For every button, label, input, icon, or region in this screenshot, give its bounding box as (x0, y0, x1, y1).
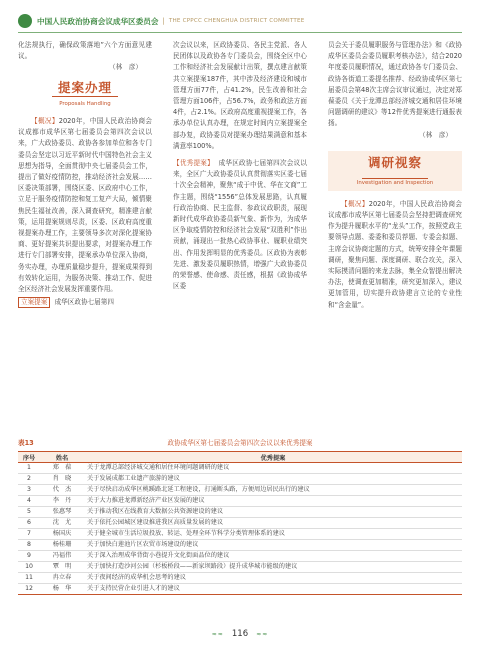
table-body (18, 463, 462, 595)
page-number: 116 (231, 629, 249, 639)
cppcc-logo-icon (18, 14, 32, 28)
col1-signature: （林 彦） (109, 63, 142, 72)
cell-no: 11 (18, 573, 40, 584)
section-subtitle-proposals: Proposals Handling (59, 100, 111, 107)
cell-proposal: 关于深入治理成华背街小巷提升文化街面品位的建议 (84, 551, 462, 562)
cell-proposal: 关于龙潭总部经济城交通和居住环境问题调研的建议 (84, 463, 462, 474)
cell-name: 李 丹 (40, 496, 84, 507)
page-deco-left: ≈≈ (211, 631, 224, 638)
page-deco-right: ≈≈ (256, 631, 269, 638)
cell-proposal: 关于发展成都工业遗产旅游的建议 (84, 474, 462, 485)
cell-name: 代 杰 (40, 485, 84, 496)
cell-name: 冉立春 (40, 573, 84, 584)
cell-name: 张惠琴 (40, 507, 84, 518)
tag-overview-2: 【概况】 (341, 199, 369, 208)
excellent-proposals-table (18, 451, 462, 595)
section-heading-investigation (328, 151, 462, 191)
header-cell-proposal: 优秀提案 (84, 452, 462, 463)
cell-no: 12 (18, 584, 40, 595)
cell-name: 杨桂珊 (40, 540, 84, 551)
tag-overview: 【概况】 (31, 117, 59, 126)
header-separator: | (162, 17, 165, 25)
col3-paragraph-1: 员会关于委员履职服务与管理办法》和《政协成华区委员会委员履职考核办法》，结合2020年度委员履职情况，通过政协各专门委员会、政协各街道工委提名推荐、经政协成华区第七届委员会第48次主席会议审议通过，决定对郑葆委员《关于龙潭总部经济城交通和居住环境问题调研的建议》等12件优秀提案进行通报表扬。 (328, 41, 462, 128)
cell-proposal: 关于大力推进龙潭新经济产业区发展的建议 (84, 496, 462, 507)
section-heading-proposals (18, 79, 152, 110)
table-header-row (18, 452, 462, 463)
col1-paragraph-filed: 立案提案 成华区政协七届第四 (18, 297, 152, 308)
table-row (18, 463, 462, 474)
table-row (18, 540, 462, 551)
table-row (18, 485, 462, 496)
col3-signature: （林 彦） (419, 130, 452, 139)
cell-name: 沈 尤 (40, 518, 84, 529)
col1-paragraph-overview: 【概况】2020年，中国人民政治协商会议成都市成华区第七届委员会第四次会议以来，广大政协委员、政协各参加单位和各专门委员会坚定以习近平新时代中国特色社会主义思想为指导，全面贯彻中央七届委员会工作，提出了做好疫情防控，推动经济社会发展……区委决策部署，围绕区委、区政府中心工作，立足于服务疫情防控和复工复产大局，倾情聚焦民生福祉改善，深入调查研究，精准建言献策，运用提案规则尽责，区委、区政府高度重视提案办理工作，主要领导多次对深化提案协商、更好提案共识提出要求，对提案办理工作进行专门部署安排，提案承办单位深入协商，务实办理，办理质量稳步提升，提案成果得到有效转化运用，为服务决策、推动工作、促进全区经济社会发展发挥重要作用。 (18, 117, 153, 294)
section-rule (52, 96, 118, 97)
table-row (18, 474, 462, 485)
cell-name: 肖 晓 (40, 474, 84, 485)
table-row (18, 584, 462, 595)
cell-no: 4 (18, 496, 40, 507)
column-1 (18, 40, 152, 308)
cell-no: 5 (18, 507, 40, 518)
table-caption (18, 437, 462, 449)
cell-proposal: 关于夜间经济的成华机会思考的建议 (84, 573, 462, 584)
cell-name: 杨 华 (40, 584, 84, 595)
cell-name: 冯福伟 (40, 551, 84, 562)
header-title: 中国人民政治协商会议成华区委员会 (37, 16, 159, 26)
col2-paragraph-excellent: 【优秀提案】 成华区政协七届第四次会议以来，全区广大政协委员认真贯彻落实区委七届十次全会精神，聚焦“成于中优、华在文商”工作主题，围绕“1556”总体发展思路，认真履行政治协商、民主监督、参政议政职责，展现新时代成华政协委员新气象、新作为，为成华区争取疫情防控和经济社会发展“双胜利”作出贡献，涌现出一批热心政协事业、履职业绩突出、作用发挥明显的优秀委员。区政协为表彰先进、激发委员履职热情，增强广大政协委员的荣誉感、使命感、责任感，根据《政协成华区委 (173, 159, 308, 291)
cell-name: 杨国庆 (40, 529, 84, 540)
page-header (18, 10, 462, 32)
column-2 (173, 40, 307, 292)
cell-name: 覃 明 (40, 562, 84, 573)
cell-proposal: 关于支持民营企业引进人才的建议 (84, 584, 462, 595)
col1-continued-text: 化法规执行，确保政策落地”六个方面意见建议。 (18, 41, 152, 61)
cell-no: 2 (18, 474, 40, 485)
table-title: 政协成华区第七届委员会第四次会议以来优秀提案 (167, 439, 313, 447)
header-rule (18, 32, 462, 33)
section-title-proposals: 提案办理 (57, 79, 112, 95)
cell-no: 8 (18, 540, 40, 551)
table-row (18, 529, 462, 540)
cell-no: 7 (18, 529, 40, 540)
header-subtitle-en: THE CPPCC CHENGHUA DISTRICT COMMITTEE (168, 18, 305, 24)
cell-name: 郑 葆 (40, 463, 84, 474)
col2-paragraph-1: 次会议以来，区政协委员、各民主党派、各人民团体以及政协各专门委员会，围绕全区中心工作和经济社会发展献计出策，撰点建言献策共立案提案187件，其中涉及经济建设和城市管理方面77件，占41.2%，民生改善和社会管理方面106件，占56.7%，政务和政法方面4件，占2.1%。区政府高度重视提案工作，各承办单位认真办理，在规定时间内立案提案全部办复，政协委员对提案办理结果满意和基本满意率100%。 (173, 41, 307, 150)
cell-proposal: 关于健全城市生活垃圾投放、转运、处理全环节科学分类管理体系的建议 (84, 529, 462, 540)
table-row (18, 496, 462, 507)
table-row (18, 562, 462, 573)
cell-no: 1 (18, 463, 40, 474)
header-cell-name: 姓名 (40, 452, 84, 463)
cell-no: 9 (18, 551, 40, 562)
column-3 (328, 40, 462, 311)
cell-proposal: 关于尽快启动成华区桃蹊路北延工程建设，打通断头路，方便周边居民出行的建议 (84, 485, 462, 496)
col3-paragraph-overview: 【概况】2020年，中国人民政治协商会议成都市成华区第七届委员会坚持把调查研究作为提升履职水平的“龙头”工作，按照党政主要领导点题、委委和委员荐题、专委会拟题、主席会议协商定题的方式，统筹安排全年课题调研，聚焦问题、深度调研、联合攻关，深入实际摸清问题的来龙去脉，集全众智提出解决办法，使调查更加精准，研究更加深入，建议更加管用，切实提升政协建言立论的专业性和“含金量”。 (328, 199, 463, 309)
cell-proposal: 关于加快打造沙河公园（杉板桥段——新家坝路段）提升成华城市能级的建议 (84, 562, 462, 573)
section-subtitle-investigation: Investigation and Inspection (356, 179, 434, 186)
cell-proposal: 关于依托公园城区建设推进我区高质量发展的建议 (84, 518, 462, 529)
cell-no: 6 (18, 518, 40, 529)
table-row (18, 507, 462, 518)
table-row (18, 573, 462, 584)
table-row (18, 551, 462, 562)
header-cell-no: 序号 (18, 452, 40, 463)
cell-proposal: 关于推动我区在线教育大数据公共资源建设的建议 (84, 507, 462, 518)
cell-no: 3 (18, 485, 40, 496)
section-title-investigation: 调研视察 (367, 154, 422, 170)
cell-no: 10 (18, 562, 40, 573)
page-footer (0, 629, 480, 639)
cell-proposal: 关于加快白莲池片区农贸市场建设的建议 (84, 540, 462, 551)
tag-excellent-proposals: 【优秀提案】 (173, 159, 214, 168)
tag-filed-proposals: 立案提案 (18, 297, 50, 308)
table-number: 表13 (18, 439, 34, 447)
table-row (18, 518, 462, 529)
